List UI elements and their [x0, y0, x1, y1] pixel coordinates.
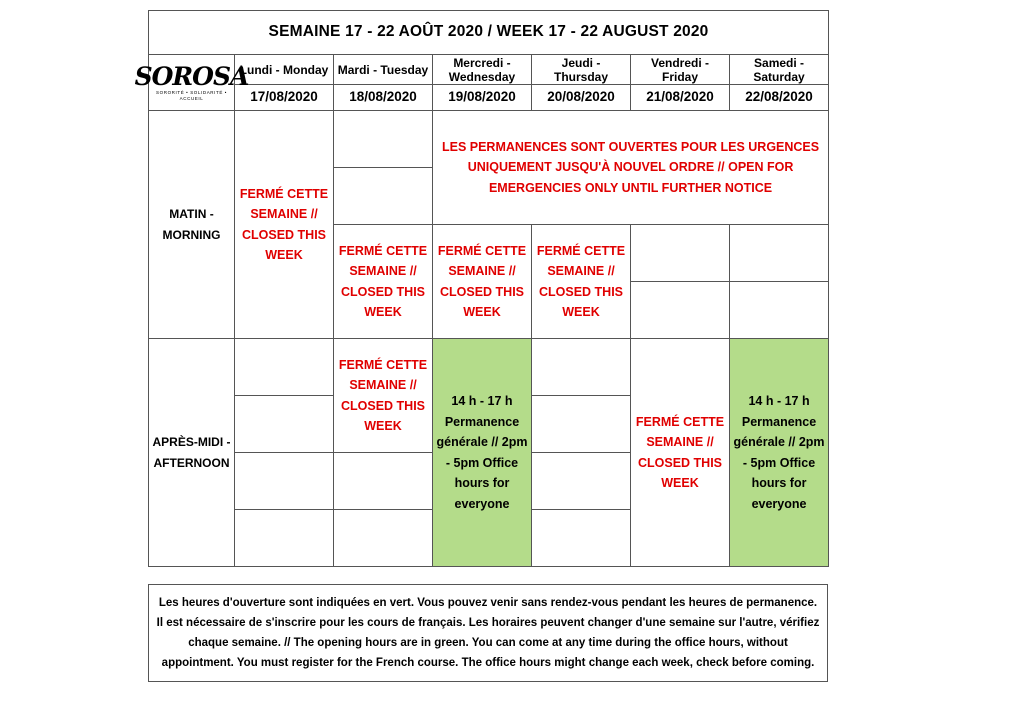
date-tuesday: 18/08/2020 [334, 85, 433, 111]
row-label-morning: MATIN - MORNING [149, 111, 235, 339]
empty-slot [235, 339, 334, 396]
schedule-title: SEMAINE 17 - 22 AOÛT 2020 / WEEK 17 - 22 AUGUST 2020 [149, 11, 829, 55]
empty-slot [631, 282, 730, 339]
day-label: Jeudi - [561, 55, 601, 70]
empty-slot [532, 396, 631, 453]
day-header-tuesday [334, 55, 433, 85]
day-header-saturday [730, 55, 829, 85]
empty-slot [235, 453, 334, 510]
date-monday: 17/08/2020 [235, 85, 334, 111]
empty-slot [334, 453, 433, 510]
thursday-morning-closed: FERMÉ CETTE SEMAINE // CLOSED THIS WEEK [532, 225, 631, 339]
empty-slot [730, 282, 829, 339]
empty-slot [334, 168, 433, 225]
date-saturday: 22/08/2020 [730, 85, 829, 111]
day-label: Mercredi - [453, 55, 511, 70]
day-label: Mardi - Tuesday [337, 62, 429, 77]
info-note-text: Les heures d'ouverture sont indiquées en vert. Vous pouvez venir sans rendez-vous pendant les heures de permanence. Il est nécessaire de s'inscrire pour les cours de français. Les horaires peuvent changer d'une semaine sur l'autre, vérifiez chaque semaine. // The opening hours are in green. You can come at any time during the office hours, without appointment. You must register for the French course. The office hours might change each week, check before coming. [156, 597, 820, 669]
date-wednesday: 19/08/2020 [433, 85, 532, 111]
tuesday-morning-closed: FERMÉ CETTE SEMAINE // CLOSED THIS WEEK [334, 225, 433, 339]
logo-cell [134, 55, 249, 111]
emergency-notice: LES PERMANENCES SONT OUVERTES POUR LES URGENCES UNIQUEMENT JUSQU'À NOUVEL ORDRE // OPEN FOR EMERGENCIES ONLY UNTIL FURTHER NOTICE [433, 111, 829, 225]
day-label: Lundi - Monday [239, 62, 329, 77]
day-header-thursday [532, 55, 631, 85]
day-header-monday [235, 55, 334, 85]
day-header-friday [631, 55, 730, 85]
sorosa-logo [134, 61, 249, 102]
wednesday-morning-closed: FERMÉ CETTE SEMAINE // CLOSED THIS WEEK [433, 225, 532, 339]
empty-slot [631, 225, 730, 282]
wednesday-office-hours: 14 h - 17 h Permanence générale // 2pm - 5pm Office hours for everyone [433, 339, 532, 567]
empty-slot [334, 111, 433, 168]
empty-slot [235, 396, 334, 453]
empty-slot [730, 225, 829, 282]
weekly-schedule-table [134, 10, 829, 567]
empty-slot [334, 510, 433, 567]
empty-slot [532, 510, 631, 567]
monday-morning-closed: FERMÉ CETTE SEMAINE // CLOSED THIS WEEK [235, 111, 334, 339]
day-label: Samedi - [754, 55, 805, 70]
day-label-en: Saturday [753, 69, 805, 84]
info-note [148, 584, 828, 682]
date-friday: 21/08/2020 [631, 85, 730, 111]
day-label-en: Thursday [553, 69, 608, 84]
day-label: Vendredi - [650, 55, 709, 70]
friday-afternoon-closed: FERMÉ CETTE SEMAINE // CLOSED THIS WEEK [631, 339, 730, 567]
tuesday-afternoon-closed: FERMÉ CETTE SEMAINE // CLOSED THIS WEEK [334, 339, 433, 453]
logo-word: SOROSA [134, 61, 249, 91]
logo-tagline: SORORITÉ • SOLIDARITÉ • ACCUEIL [156, 89, 227, 101]
empty-slot [532, 339, 631, 396]
empty-slot [532, 453, 631, 510]
row-label-afternoon: APRÈS-MIDI - AFTERNOON [149, 339, 235, 567]
saturday-office-hours: 14 h - 17 h Permanence générale // 2pm - 5pm Office hours for everyone [730, 339, 829, 567]
day-label-en: Wednesday [448, 69, 516, 84]
date-thursday: 20/08/2020 [532, 85, 631, 111]
day-label-en: Friday [661, 69, 698, 84]
empty-slot [235, 510, 334, 567]
day-header-wednesday [433, 55, 532, 85]
